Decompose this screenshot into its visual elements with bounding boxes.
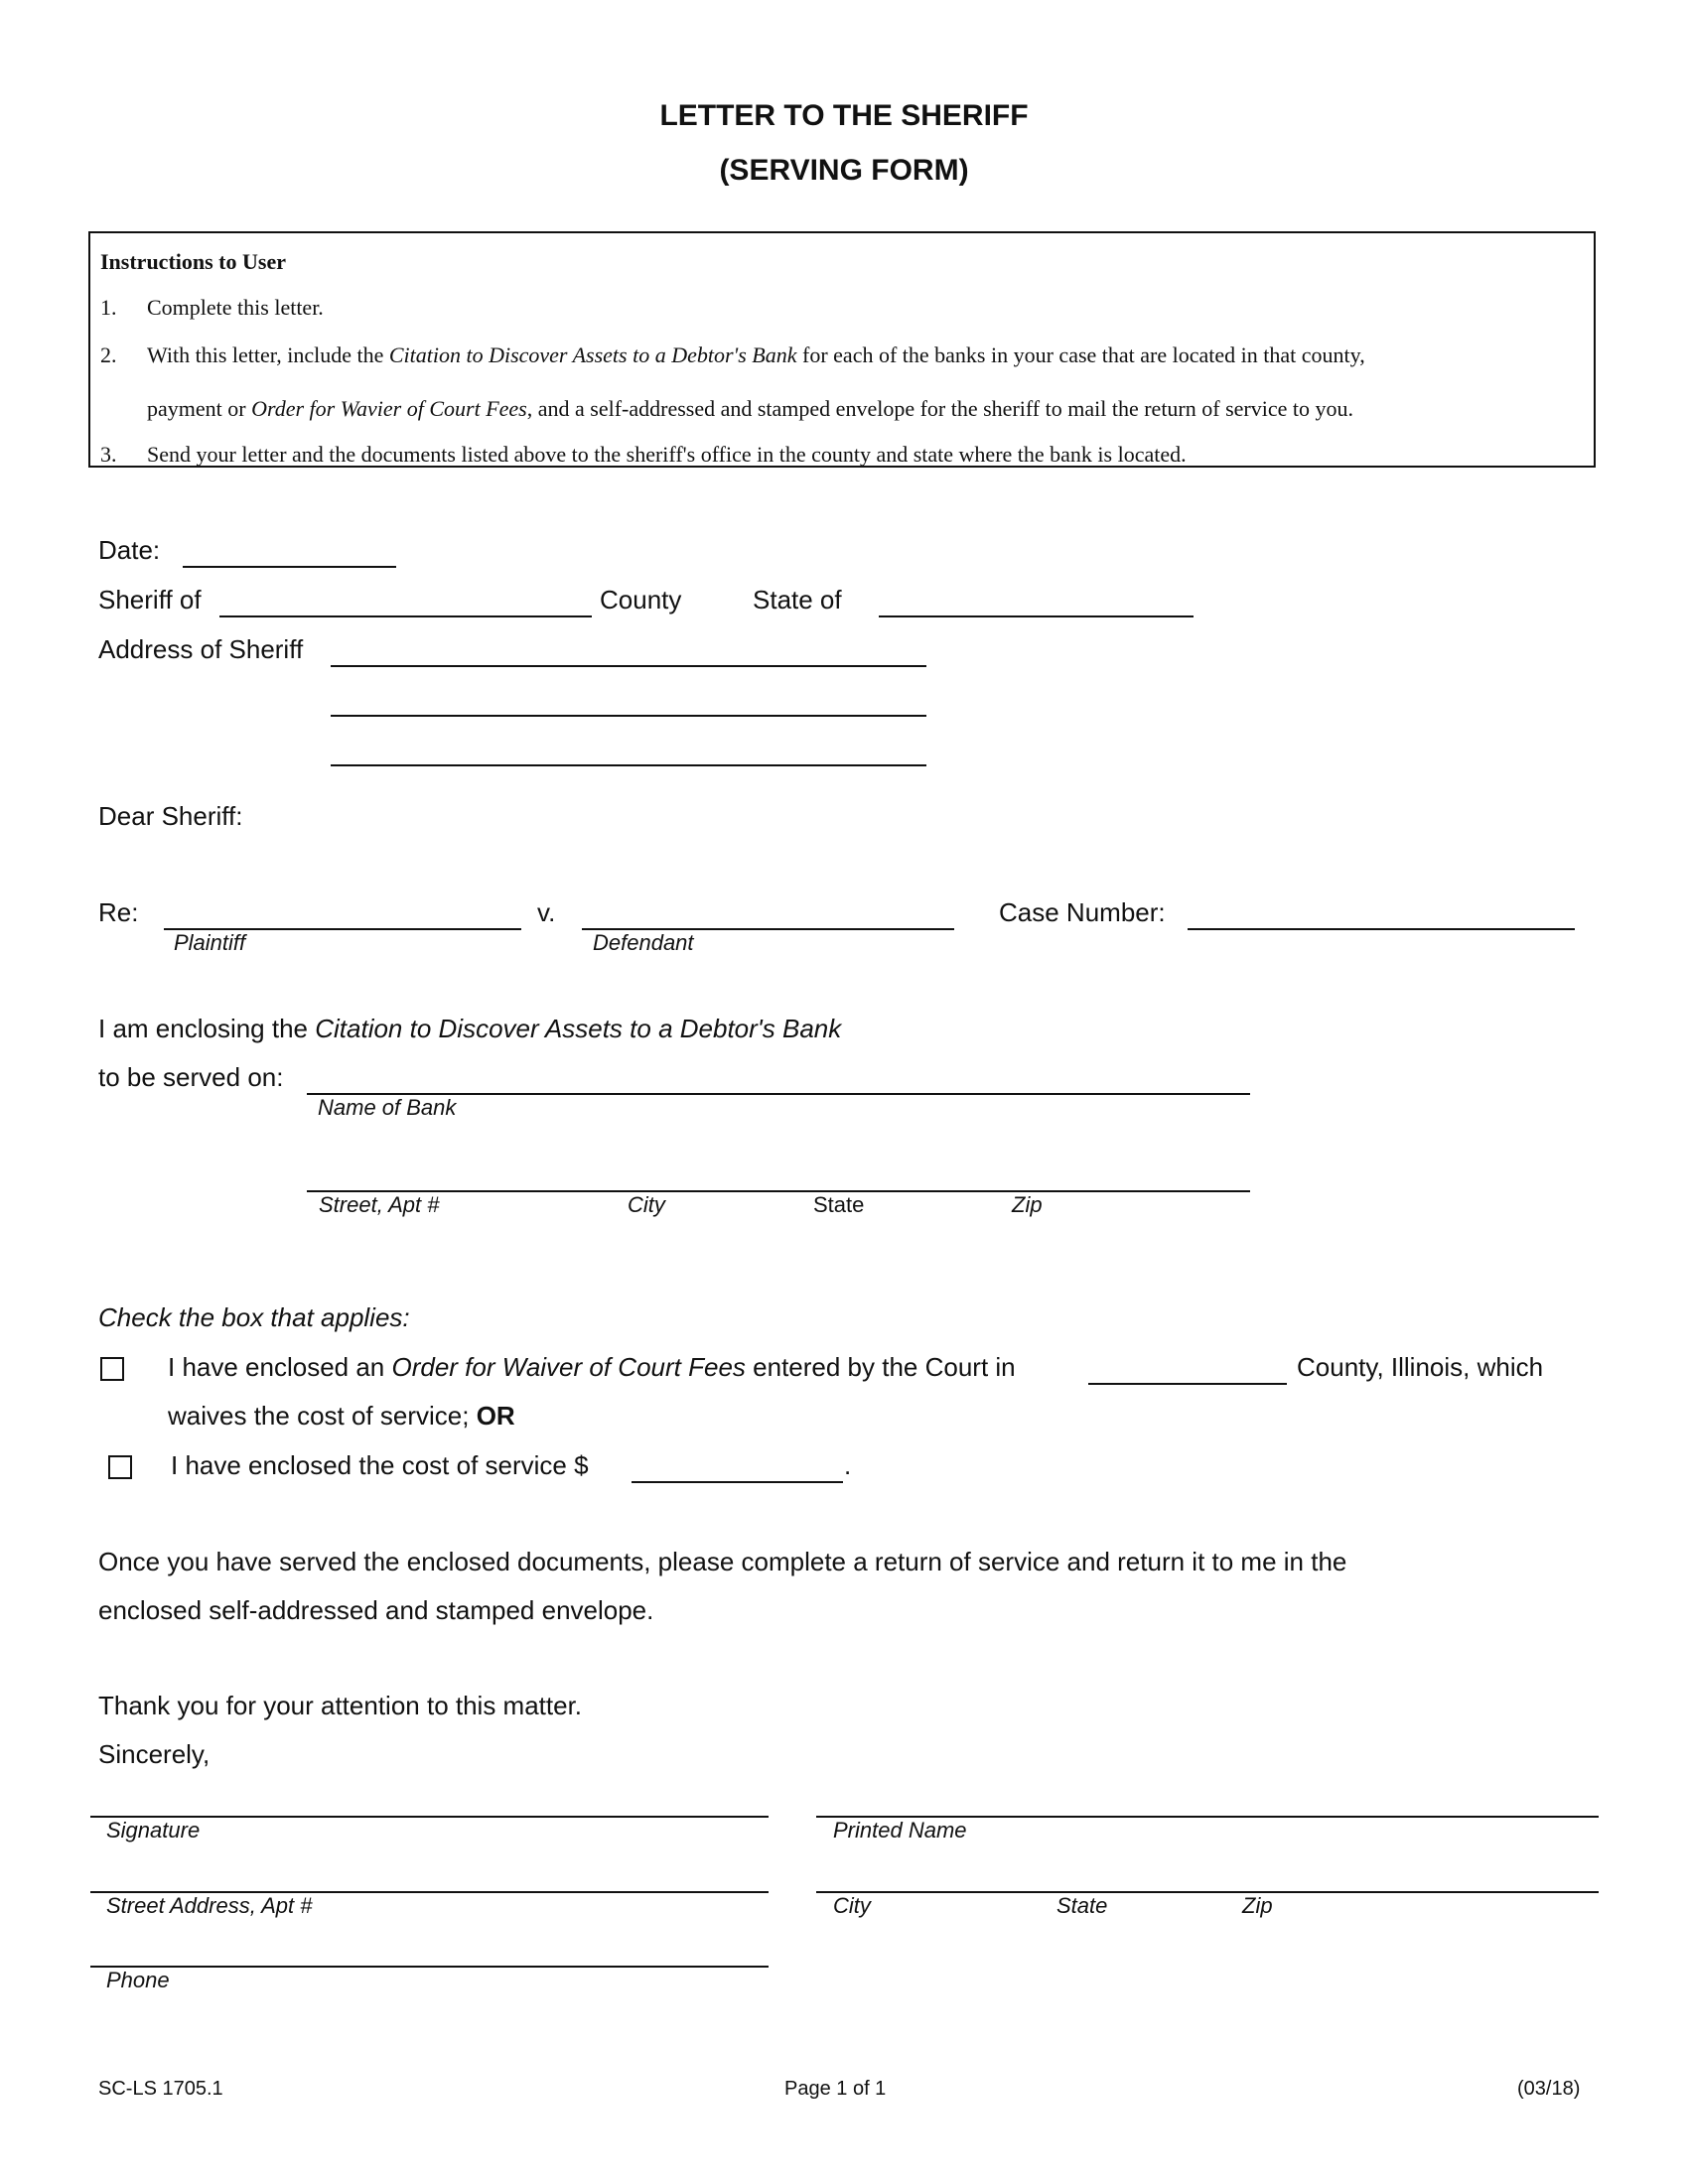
phone-field[interactable] xyxy=(90,1966,769,1968)
street-address-caption: Street Address, Apt # xyxy=(106,1893,313,1918)
instructions-box xyxy=(88,231,1596,468)
cost-of-service-text: I have enclosed the cost of service $ xyxy=(171,1450,589,1480)
sheriff-address-line-3[interactable] xyxy=(331,764,926,766)
plaintiff-caption: Plaintiff xyxy=(174,930,246,955)
sheriff-state-field[interactable] xyxy=(879,615,1194,617)
date-field[interactable] xyxy=(183,566,396,568)
page-number: Page 1 of 1 xyxy=(784,2078,887,2100)
instruction-number: 1. xyxy=(100,295,117,320)
case-number-field[interactable] xyxy=(1188,928,1575,930)
phone-caption: Phone xyxy=(106,1968,170,1992)
form-subtitle: (SERVING FORM) xyxy=(719,154,969,187)
re-label: Re: xyxy=(98,897,139,927)
thanks-text: Thank you for your attention to this matter. xyxy=(98,1691,583,1720)
state-caption: State xyxy=(813,1192,865,1217)
sheriff-address-line-1[interactable] xyxy=(331,665,926,667)
defendant-caption: Defendant xyxy=(593,930,694,955)
city-caption: City xyxy=(628,1192,665,1217)
sheriff-of-label: Sheriff of xyxy=(98,585,202,614)
date-label: Date: xyxy=(98,535,161,565)
signer-city-caption: City xyxy=(833,1893,871,1918)
waiver-option-line2: waives the cost of service; OR xyxy=(168,1401,515,1431)
check-box-heading: Check the box that applies: xyxy=(98,1302,410,1332)
salutation: Dear Sheriff: xyxy=(98,801,243,831)
address-of-sheriff-label: Address of Sheriff xyxy=(98,634,304,664)
form-title: LETTER TO THE SHERIFF xyxy=(659,99,1029,132)
waiver-checkbox[interactable] xyxy=(100,1357,124,1381)
case-number-label: Case Number: xyxy=(999,897,1166,927)
signer-zip-caption: Zip xyxy=(1242,1893,1273,1918)
signer-state-caption: State xyxy=(1056,1893,1108,1918)
instruction-item: Complete this letter. xyxy=(147,295,324,320)
waiver-county-field[interactable] xyxy=(1088,1383,1287,1385)
city-state-zip-field[interactable] xyxy=(816,1891,1599,1893)
state-of-label: State of xyxy=(753,585,842,614)
enclosing-statement: I am enclosing the Citation to Discover Assets to a Debtor's Bank xyxy=(98,1014,842,1043)
sheriff-address-line-2[interactable] xyxy=(331,715,926,717)
instruction-number: 3. xyxy=(100,442,117,467)
sheriff-county-field[interactable] xyxy=(219,615,592,617)
sincerely-text: Sincerely, xyxy=(98,1739,211,1769)
county-label: County xyxy=(600,585,682,614)
closing-paragraph-line2: enclosed self-addressed and stamped envelope. xyxy=(98,1595,654,1625)
served-on-label: to be served on: xyxy=(98,1062,284,1092)
name-of-bank-caption: Name of Bank xyxy=(318,1095,457,1120)
instruction-item-continued: payment or Order for Wavier of Court Fees, and a self-addressed and stamped envelope for the sheriff to mail the return of service to you. xyxy=(147,396,1353,421)
waiver-option-text: I have enclosed an Order for Waiver of Court Fees entered by the Court in xyxy=(168,1352,1016,1382)
signature-caption: Signature xyxy=(106,1818,201,1843)
closing-paragraph-line1: Once you have served the enclosed documents, please complete a return of service and return it to me in the xyxy=(98,1547,1347,1576)
revision-date: (03/18) xyxy=(1517,2078,1581,2100)
instructions-heading: Instructions to User xyxy=(100,249,286,274)
instruction-item: Send your letter and the documents listed above to the sheriff's office in the county and state where the bank is located. xyxy=(147,442,1187,467)
versus-label: v. xyxy=(537,897,556,927)
street-caption: Street, Apt # xyxy=(319,1192,440,1217)
zip-caption: Zip xyxy=(1012,1192,1043,1217)
cost-of-service-period: . xyxy=(844,1450,852,1480)
instruction-number: 2. xyxy=(100,342,117,367)
bank-address-field[interactable] xyxy=(307,1190,1250,1192)
cost-of-service-checkbox[interactable] xyxy=(108,1455,132,1479)
instruction-item: With this letter, include the Citation to Discover Assets to a Debtor's Bank for each of the banks in your case that are located in that county, xyxy=(147,342,1365,367)
cost-of-service-amount-field[interactable] xyxy=(632,1481,843,1483)
form-number: SC-LS 1705.1 xyxy=(98,2078,223,2100)
printed-name-caption: Printed Name xyxy=(833,1818,967,1843)
waiver-option-county: County, Illinois, which xyxy=(1297,1352,1544,1382)
